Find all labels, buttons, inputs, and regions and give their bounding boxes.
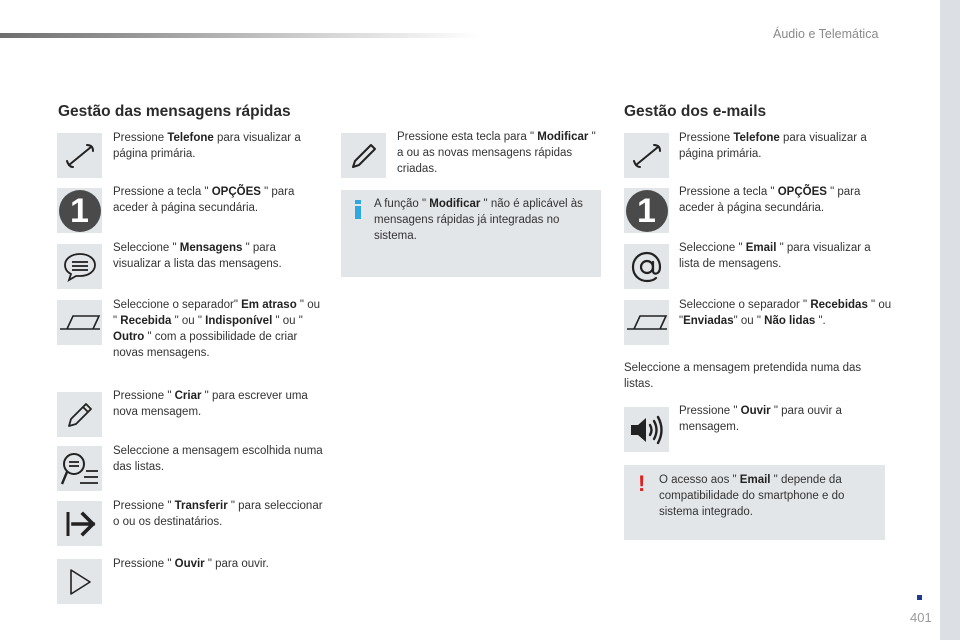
text-transferir: Pressione " Transferir " para seleccionar o ou os destinatários. [113, 500, 323, 528]
header-title: Áudio e Telemática [773, 27, 879, 41]
forward-arrow-icon [57, 501, 102, 546]
section-title-emails: Gestão dos e-mails [624, 103, 767, 120]
step-number: 1 [59, 190, 101, 232]
top-decorative-bar [0, 33, 480, 38]
step-number: 1 [626, 190, 668, 232]
info-note-text: A função " Modificar " não é aplicável às mensagens rápidas já integradas no sistema. [374, 198, 583, 242]
text-ouvir: Pressione " Ouvir " para ouvir. [113, 558, 269, 570]
search-list-icon [57, 446, 102, 491]
tab-icon [624, 300, 669, 345]
step-number-badge [624, 188, 669, 233]
text-escolhida: Seleccione a mensagem escolhida numa das listas. [113, 445, 323, 473]
page-marker [917, 595, 922, 600]
message-list-icon [57, 244, 102, 289]
play-icon [57, 559, 102, 604]
section-title-quick-messages: Gestão das mensagens rápidas [58, 103, 291, 120]
text-email-list: Seleccione " Email " para visualizar a lista de mensagens. [679, 242, 871, 270]
text-telefone: Pressione Telefone para visualizar a página primária. [113, 132, 301, 160]
text-email-telefone: Pressione Telefone para visualizar a página primária. [679, 132, 867, 160]
text-mensagens: Seleccione " Mensagens " para visualizar a lista das mensagens. [113, 242, 282, 270]
page-number: 401 [910, 610, 932, 625]
phone-icon [624, 133, 669, 178]
text-email-separador: Seleccione o separador " Recebidas " ou "Enviadas" ou " Não lidas ". [679, 299, 892, 327]
side-strip [940, 0, 960, 640]
text-separador: Seleccione o separador" Em atraso " ou " Recebida " ou " Indisponível " ou " Outro " com a possibilidade de criar novas mensagens. [113, 299, 320, 359]
text-email-opcoes: Pressione a tecla " OPÇÕES " para aceder à página secundária. [679, 186, 861, 214]
text-email-pretendida: Seleccione a mensagem pretendida numa das listas. [624, 362, 862, 390]
warning-icon: ! [638, 471, 646, 496]
at-sign-icon [624, 244, 669, 289]
speaker-icon [624, 407, 669, 452]
warning-note-box [624, 465, 885, 540]
tab-icon [57, 300, 102, 345]
text-opcoes: Pressione a tecla " OPÇÕES " para aceder à página secundária. [113, 186, 295, 214]
edit-pencil-icon [341, 133, 386, 178]
text-modificar: Pressione esta tecla para " Modificar " a ou as novas mensagens rápidas criadas. [397, 131, 596, 175]
phone-icon [57, 133, 102, 178]
info-icon [355, 200, 361, 219]
pencil-icon [57, 392, 102, 437]
step-number-badge [57, 188, 102, 233]
warning-note-text: O acesso aos " Email " depende da compatibilidade do smartphone e do sistema integrado. [659, 474, 845, 518]
text-email-ouvir: Pressione " Ouvir " para ouvir a mensagem. [679, 405, 842, 433]
text-criar: Pressione " Criar " para escrever uma nova mensagem. [113, 390, 308, 418]
info-note-box [341, 190, 601, 277]
